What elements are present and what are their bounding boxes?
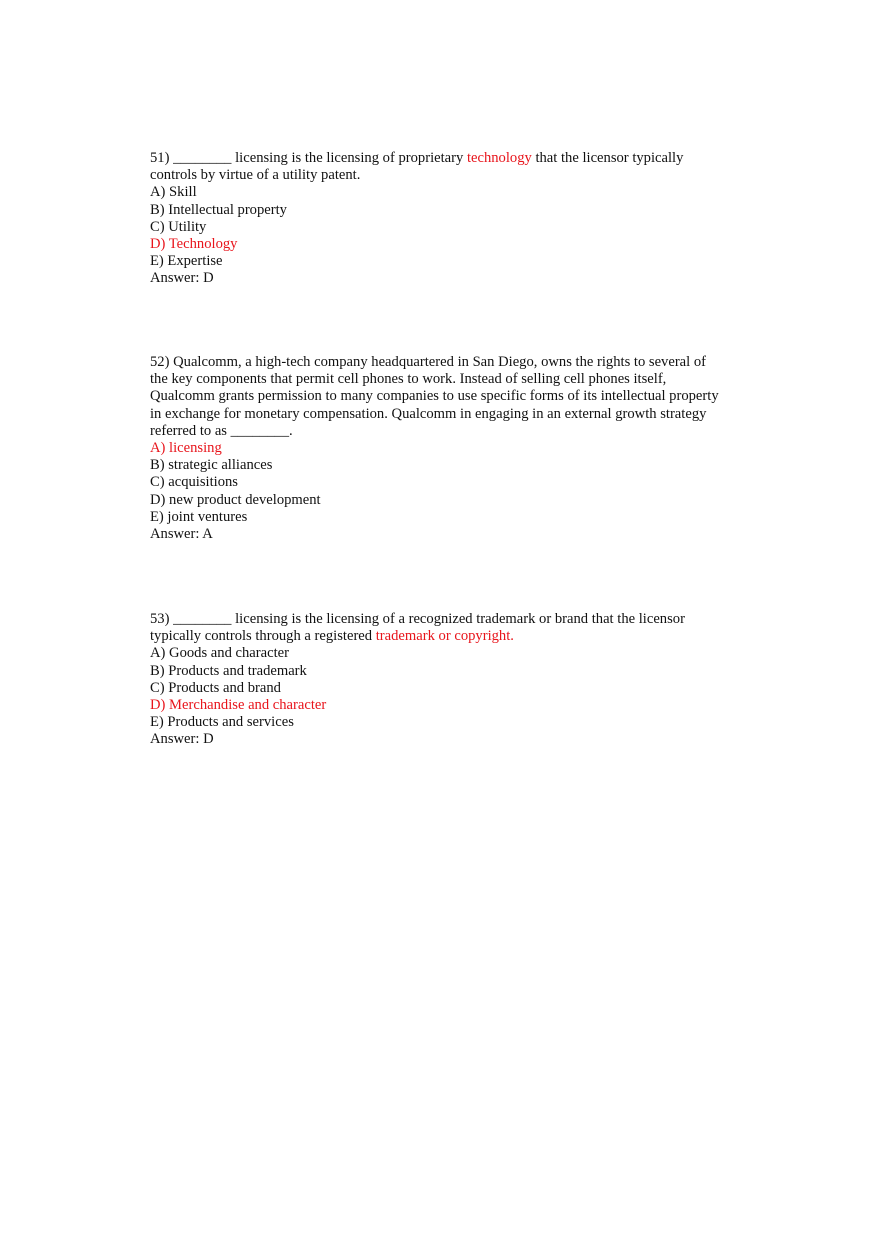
stem-text: controls by virtue of a utility patent. — [150, 167, 361, 184]
highlighted-term: trademark or copyright. — [375, 628, 514, 645]
answer-line: Answer: A — [150, 526, 213, 543]
option-c: C) Utility — [150, 218, 207, 235]
question-stem-line: the key components that permit cell phones to work. Instead of selling cell phones itself, — [150, 371, 667, 388]
question-stem-line — [150, 628, 750, 645]
question-52 — [150, 354, 750, 543]
question-stem-line — [150, 150, 750, 167]
stem-text: typically controls through a registered — [150, 628, 376, 645]
answer-line: Answer: D — [150, 731, 214, 748]
highlighted-term: technology — [466, 150, 532, 166]
answer-line: Answer: D — [150, 270, 214, 287]
question-stem-line: Qualcomm grants permission to many companies to use specific forms of its intellectual property — [150, 388, 719, 405]
question-stem-line — [150, 167, 750, 184]
option-e: E) Products and services — [150, 714, 294, 731]
option-b: B) Intellectual property — [150, 201, 287, 218]
question-53 — [150, 611, 750, 749]
option-c: C) Products and brand — [150, 679, 281, 696]
option-b: B) strategic alliances — [150, 457, 273, 474]
option-d-correct: D) Merchandise and character — [150, 697, 327, 714]
option-a: A) Goods and character — [150, 645, 289, 662]
stem-text: 51) ________ licensing is the licensing of proprietary — [150, 150, 467, 166]
question-stem-line: 53) ________ licensing is the licensing of a recognized trademark or brand that the licensor — [150, 611, 685, 627]
question-stem-line: referred to as ________. — [150, 422, 293, 439]
option-d-correct: D) Technology — [150, 236, 238, 253]
option-a: A) Skill — [150, 184, 197, 201]
option-b: B) Products and trademark — [150, 662, 307, 679]
option-c: C) acquisitions — [150, 474, 238, 491]
stem-text: that the licensor typically — [531, 150, 684, 166]
option-d: D) new product development — [150, 491, 321, 508]
option-a-correct: A) licensing — [150, 440, 222, 457]
option-e: E) joint ventures — [150, 508, 248, 525]
question-stem-line: in exchange for monetary compensation. Qualcomm in engaging in an external growth strategy — [150, 405, 707, 422]
option-e: E) Expertise — [150, 253, 223, 270]
question-stem-line: 52) Qualcomm, a high-tech company headquartered in San Diego, owns the rights to several of — [150, 354, 707, 370]
question-51 — [150, 150, 750, 288]
